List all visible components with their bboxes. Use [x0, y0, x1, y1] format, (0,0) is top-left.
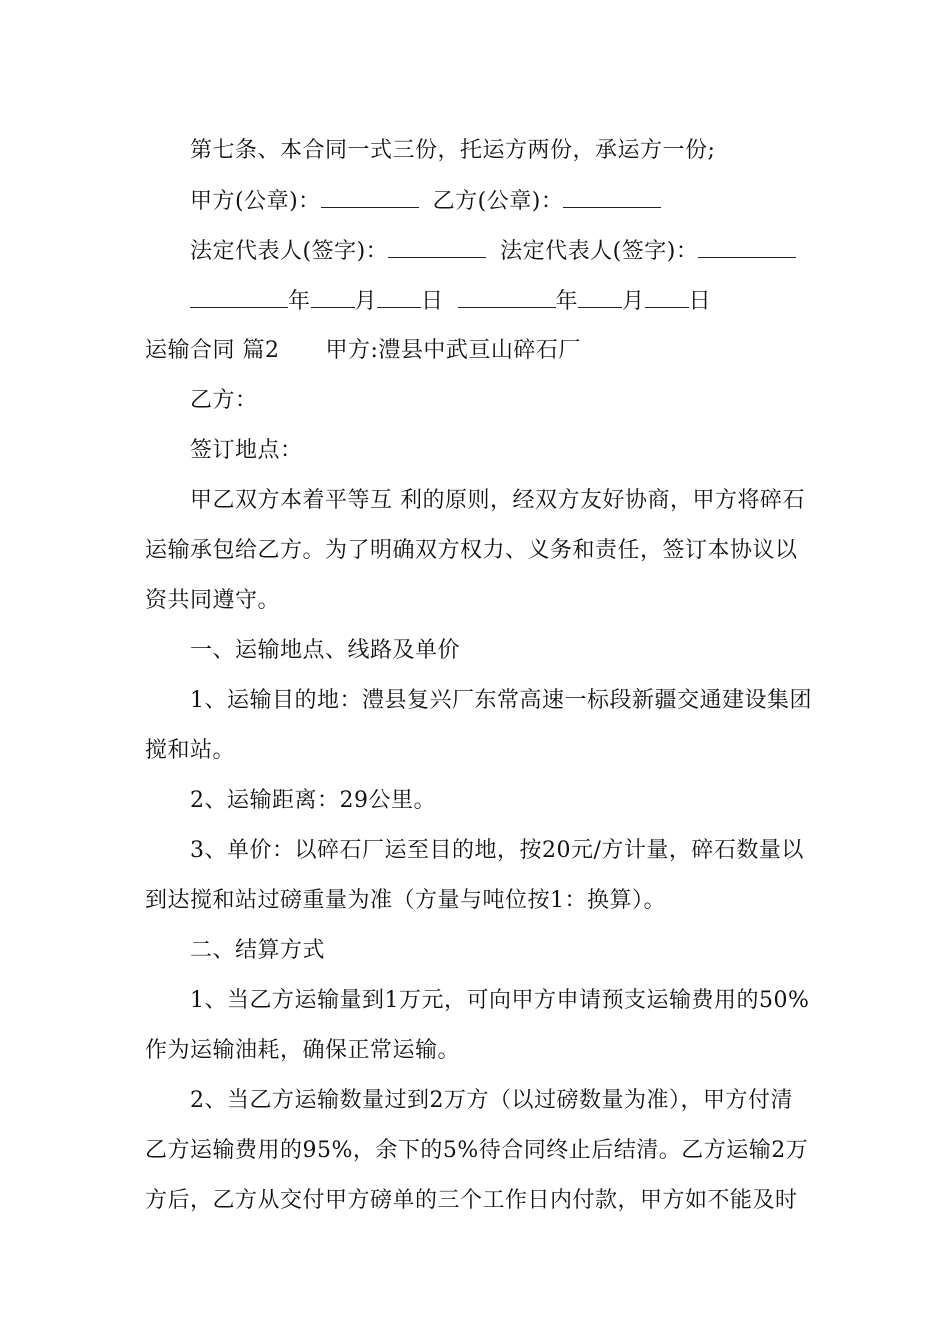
party-a-seal-label: 甲方(公章)：	[190, 189, 321, 214]
month-label-a: 月	[354, 289, 378, 314]
clause-seven: 第七条、本合同一式三份，托运方两份，承运方一份;	[190, 138, 716, 163]
year-label-b: 年	[555, 289, 579, 314]
item-1-2: 2、运输距离：29公里。	[190, 788, 436, 813]
item-1-1-line-2: 搅和站。	[145, 738, 236, 763]
item-2-1-line-1: 1、当乙方运输量到1万元，可向甲方申请预支运输费用的50%	[190, 988, 810, 1013]
month-blank-a[interactable]	[311, 285, 355, 308]
month-label-b: 月	[622, 289, 645, 314]
item-1-1-line-1: 1、运输目的地：澧县复兴厂东常高速一标段新疆交通建设集团	[190, 688, 812, 713]
day-label-b: 日	[688, 289, 712, 314]
month-blank-b[interactable]	[578, 285, 622, 308]
item-2-2-line-3: 方后，乙方从交付甲方磅单的三个工作日内付款，甲方如不能及时	[145, 1188, 798, 1213]
item-2-2-line-2: 乙方运输费用的95%，余下的5%待合同终止后结清。乙方运输2万	[145, 1138, 809, 1163]
party-a-name: 甲方:澧县中武亘山碎石厂	[325, 338, 581, 363]
party-b-seal-blank[interactable]	[563, 185, 661, 208]
section-two-title: 二、结算方式	[190, 938, 326, 963]
party-b-seal-label: 乙方(公章)：	[432, 189, 564, 214]
rep-a-blank[interactable]	[388, 235, 486, 258]
contract-heading: 运输合同 篇2	[145, 338, 280, 363]
item-2-2-line-1: 2、当乙方运输数量过到2万方（以过磅数量为准），甲方付清	[190, 1088, 793, 1113]
year-blank-a[interactable]	[190, 285, 288, 308]
rep-b-blank[interactable]	[698, 235, 796, 258]
day-blank-b[interactable]	[645, 285, 689, 308]
party-b-label: 乙方：	[190, 388, 258, 413]
day-label-a: 日	[421, 289, 444, 314]
year-label-a: 年	[288, 289, 311, 314]
date-line	[190, 285, 711, 318]
intro-line-3: 资共同遵守。	[145, 588, 281, 613]
intro-line-2: 运输承包给乙方。为了明确双方权力、义务和责任，签订本协议以	[145, 538, 798, 563]
seal-line	[190, 185, 661, 218]
contract-heading-line	[145, 335, 581, 367]
day-blank-a[interactable]	[377, 285, 421, 308]
representative-line	[190, 235, 796, 268]
rep-b-label: 法定代表人(签字)：	[500, 239, 699, 264]
year-blank-b[interactable]	[458, 285, 556, 308]
rep-a-label: 法定代表人(签字)：	[190, 239, 389, 264]
section-one-title: 一、运输地点、线路及单价	[190, 638, 461, 663]
sign-place-label: 签订地点：	[190, 438, 303, 463]
intro-line-1: 甲乙双方本着平等互 利的原则，经双方友好协商，甲方将碎石	[190, 488, 805, 513]
party-a-seal-blank[interactable]	[321, 185, 419, 208]
item-2-1-line-2: 作为运输油耗，确保正常运输。	[145, 1038, 461, 1063]
item-1-3-line-1: 3、单价：以碎石厂运至目的地，按20元/方计量，碎石数量以	[190, 838, 804, 863]
item-1-3-line-2: 到达搅和站过磅重量为准（方量与吨位按1：换算）。	[145, 888, 666, 913]
